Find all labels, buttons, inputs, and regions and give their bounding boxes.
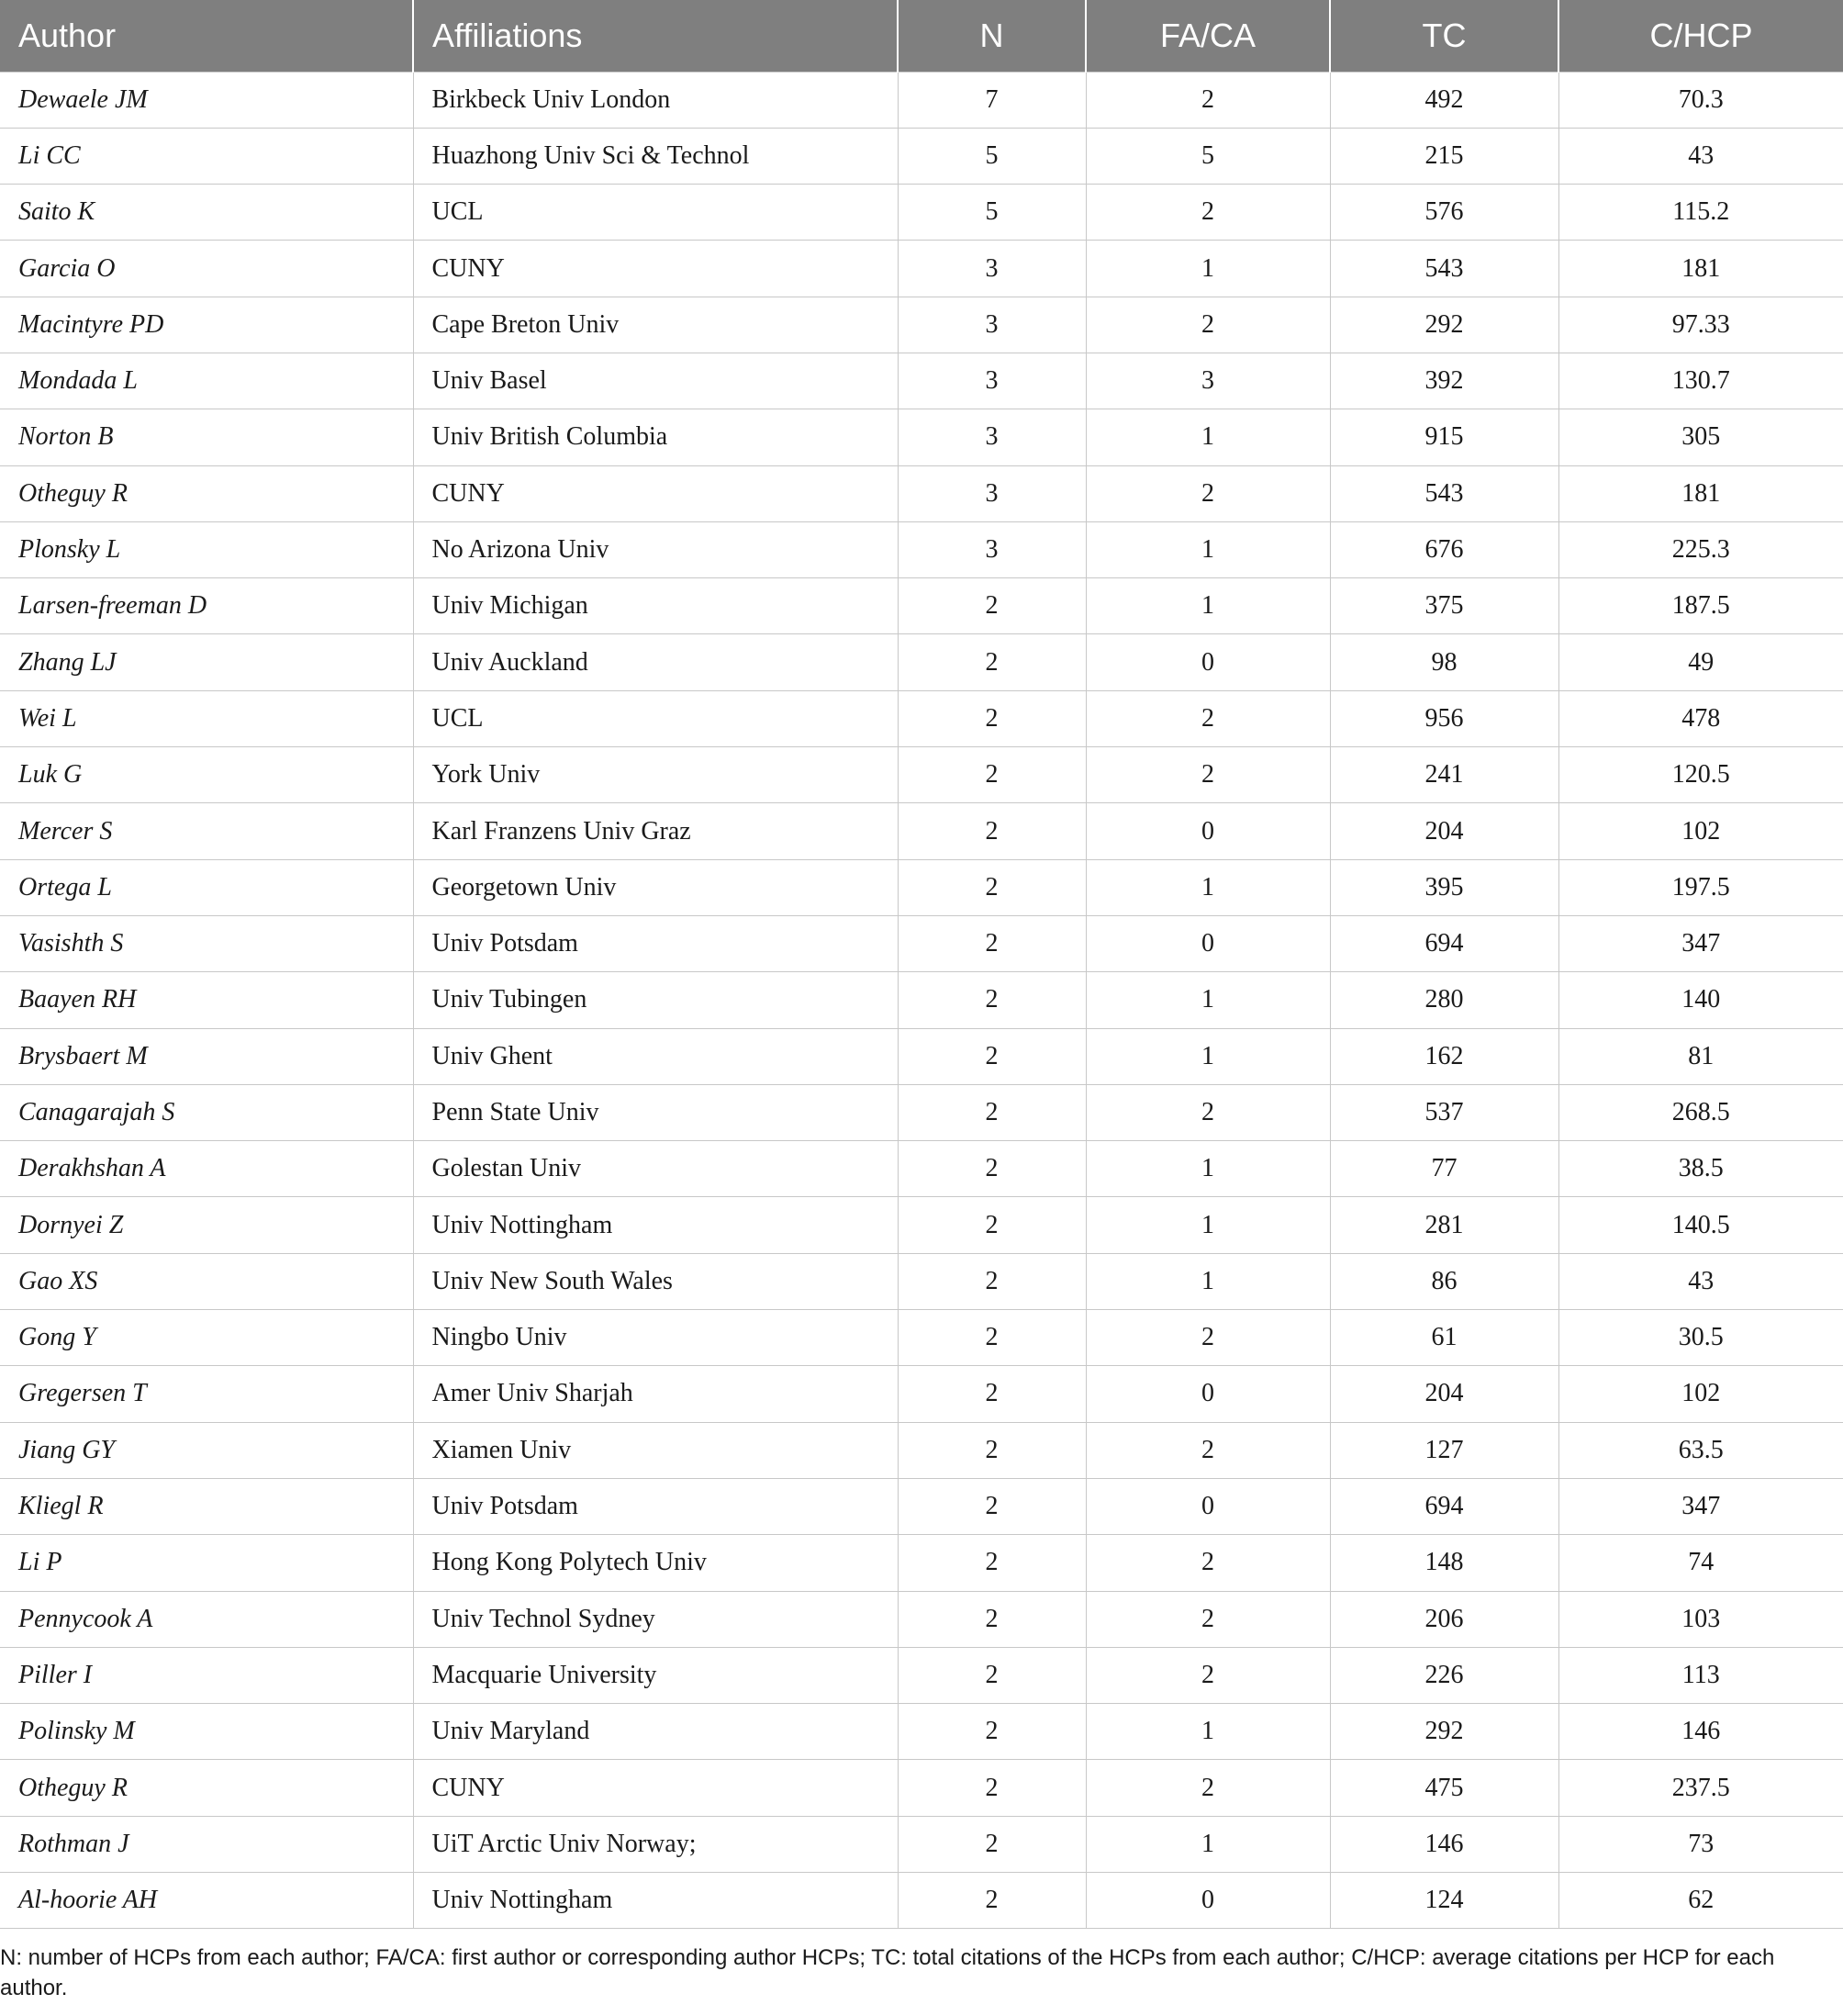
cell-c-hcp: 81 — [1558, 1028, 1843, 1084]
cell-affiliation: Univ Maryland — [413, 1704, 898, 1760]
cell-author: Ortega L — [0, 859, 413, 915]
cell-n: 3 — [898, 353, 1086, 409]
cell-fa-ca: 2 — [1086, 1591, 1330, 1647]
cell-affiliation: Xiamen Univ — [413, 1422, 898, 1478]
cell-author: Wei L — [0, 690, 413, 746]
cell-c-hcp: 181 — [1558, 465, 1843, 521]
header-n: N — [898, 0, 1086, 72]
cell-tc: 292 — [1330, 1704, 1558, 1760]
cell-author: Mondada L — [0, 353, 413, 409]
cell-n: 5 — [898, 185, 1086, 241]
cell-affiliation: Ningbo Univ — [413, 1310, 898, 1366]
cell-tc: 292 — [1330, 297, 1558, 353]
cell-c-hcp: 115.2 — [1558, 185, 1843, 241]
cell-affiliation: Univ Michigan — [413, 578, 898, 634]
cell-tc: 694 — [1330, 915, 1558, 971]
cell-c-hcp: 237.5 — [1558, 1760, 1843, 1816]
cell-fa-ca: 5 — [1086, 128, 1330, 184]
cell-c-hcp: 49 — [1558, 634, 1843, 690]
table-row — [0, 747, 1843, 803]
cell-fa-ca: 0 — [1086, 1366, 1330, 1422]
cell-fa-ca: 1 — [1086, 521, 1330, 577]
cell-tc: 204 — [1330, 1366, 1558, 1422]
cell-c-hcp: 43 — [1558, 1253, 1843, 1309]
cell-tc: 392 — [1330, 353, 1558, 409]
cell-n: 2 — [898, 1760, 1086, 1816]
header-author: Author — [0, 0, 413, 72]
cell-fa-ca: 3 — [1086, 353, 1330, 409]
table-row — [0, 128, 1843, 184]
cell-author: Gregersen T — [0, 1366, 413, 1422]
table-row — [0, 634, 1843, 690]
cell-affiliation: Univ Auckland — [413, 634, 898, 690]
cell-author: Pennycook A — [0, 1591, 413, 1647]
cell-fa-ca: 2 — [1086, 1422, 1330, 1478]
cell-author: Otheguy R — [0, 1760, 413, 1816]
cell-affiliation: Birkbeck Univ London — [413, 72, 898, 128]
header-tc: TC — [1330, 0, 1558, 72]
cell-tc: 395 — [1330, 859, 1558, 915]
cell-c-hcp: 73 — [1558, 1816, 1843, 1872]
cell-fa-ca: 1 — [1086, 1141, 1330, 1197]
cell-author: Norton B — [0, 409, 413, 465]
cell-fa-ca: 2 — [1086, 1084, 1330, 1140]
cell-tc: 475 — [1330, 1760, 1558, 1816]
cell-fa-ca: 1 — [1086, 1816, 1330, 1872]
cell-author: Macintyre PD — [0, 297, 413, 353]
cell-affiliation: Univ New South Wales — [413, 1253, 898, 1309]
cell-tc: 86 — [1330, 1253, 1558, 1309]
cell-author: Li CC — [0, 128, 413, 184]
table-row — [0, 1422, 1843, 1478]
cell-author: Garcia O — [0, 241, 413, 297]
cell-tc: 162 — [1330, 1028, 1558, 1084]
cell-author: Vasishth S — [0, 915, 413, 971]
cell-author: Rothman J — [0, 1816, 413, 1872]
cell-c-hcp: 347 — [1558, 1478, 1843, 1534]
cell-affiliation: Huazhong Univ Sci & Technol — [413, 128, 898, 184]
cell-fa-ca: 1 — [1086, 972, 1330, 1028]
cell-n: 2 — [898, 859, 1086, 915]
cell-fa-ca: 0 — [1086, 634, 1330, 690]
cell-n: 7 — [898, 72, 1086, 128]
cell-c-hcp: 268.5 — [1558, 1084, 1843, 1140]
table-row — [0, 1310, 1843, 1366]
cell-affiliation: Univ Basel — [413, 353, 898, 409]
cell-c-hcp: 140.5 — [1558, 1197, 1843, 1253]
table-row — [0, 1760, 1843, 1816]
table-row — [0, 465, 1843, 521]
cell-c-hcp: 120.5 — [1558, 747, 1843, 803]
cell-affiliation: Univ Tubingen — [413, 972, 898, 1028]
cell-tc: 956 — [1330, 690, 1558, 746]
cell-author: Dornyei Z — [0, 1197, 413, 1253]
cell-fa-ca: 1 — [1086, 1197, 1330, 1253]
table-row — [0, 241, 1843, 297]
cell-c-hcp: 113 — [1558, 1647, 1843, 1703]
table-body — [0, 72, 1843, 1929]
cell-tc: 206 — [1330, 1591, 1558, 1647]
table-row — [0, 1141, 1843, 1197]
cell-tc: 543 — [1330, 465, 1558, 521]
header-fa-ca: FA/CA — [1086, 0, 1330, 72]
cell-n: 2 — [898, 1647, 1086, 1703]
cell-fa-ca: 1 — [1086, 859, 1330, 915]
header-row — [0, 0, 1843, 72]
table-row — [0, 1478, 1843, 1534]
cell-tc: 694 — [1330, 1478, 1558, 1534]
cell-tc: 915 — [1330, 409, 1558, 465]
table-row — [0, 1647, 1843, 1703]
cell-affiliation: Hong Kong Polytech Univ — [413, 1535, 898, 1591]
cell-c-hcp: 102 — [1558, 1366, 1843, 1422]
cell-fa-ca: 1 — [1086, 409, 1330, 465]
cell-fa-ca: 0 — [1086, 803, 1330, 859]
cell-affiliation: Univ Nottingham — [413, 1197, 898, 1253]
cell-c-hcp: 43 — [1558, 128, 1843, 184]
cell-tc: 204 — [1330, 803, 1558, 859]
cell-affiliation: Amer Univ Sharjah — [413, 1366, 898, 1422]
table-row — [0, 859, 1843, 915]
cell-n: 2 — [898, 1535, 1086, 1591]
cell-n: 2 — [898, 1422, 1086, 1478]
cell-author: Larsen-freeman D — [0, 578, 413, 634]
cell-author: Al-hoorie AH — [0, 1873, 413, 1929]
cell-tc: 61 — [1330, 1310, 1558, 1366]
cell-fa-ca: 2 — [1086, 1647, 1330, 1703]
cell-tc: 146 — [1330, 1816, 1558, 1872]
cell-n: 5 — [898, 128, 1086, 184]
cell-tc: 281 — [1330, 1197, 1558, 1253]
cell-n: 2 — [898, 915, 1086, 971]
cell-c-hcp: 63.5 — [1558, 1422, 1843, 1478]
cell-author: Kliegl R — [0, 1478, 413, 1534]
table-row — [0, 1873, 1843, 1929]
cell-author: Gong Y — [0, 1310, 413, 1366]
cell-c-hcp: 197.5 — [1558, 859, 1843, 915]
cell-tc: 148 — [1330, 1535, 1558, 1591]
cell-tc: 127 — [1330, 1422, 1558, 1478]
cell-fa-ca: 2 — [1086, 1535, 1330, 1591]
cell-author: Piller I — [0, 1647, 413, 1703]
cell-author: Saito K — [0, 185, 413, 241]
cell-affiliation: Univ British Columbia — [413, 409, 898, 465]
cell-c-hcp: 225.3 — [1558, 521, 1843, 577]
cell-affiliation: Univ Technol Sydney — [413, 1591, 898, 1647]
cell-fa-ca: 2 — [1086, 747, 1330, 803]
cell-n: 3 — [898, 409, 1086, 465]
table-row — [0, 185, 1843, 241]
cell-n: 2 — [898, 1816, 1086, 1872]
cell-author: Plonsky L — [0, 521, 413, 577]
cell-tc: 280 — [1330, 972, 1558, 1028]
cell-c-hcp: 305 — [1558, 409, 1843, 465]
cell-affiliation: York Univ — [413, 747, 898, 803]
cell-affiliation: Univ Potsdam — [413, 915, 898, 971]
cell-affiliation: UiT Arctic Univ Norway; — [413, 1816, 898, 1872]
cell-author: Derakhshan A — [0, 1141, 413, 1197]
cell-c-hcp: 130.7 — [1558, 353, 1843, 409]
cell-n: 2 — [898, 1366, 1086, 1422]
cell-affiliation: CUNY — [413, 241, 898, 297]
cell-author: Zhang LJ — [0, 634, 413, 690]
cell-fa-ca: 2 — [1086, 1310, 1330, 1366]
cell-affiliation: UCL — [413, 690, 898, 746]
cell-tc: 676 — [1330, 521, 1558, 577]
cell-n: 2 — [898, 1704, 1086, 1760]
cell-author: Canagarajah S — [0, 1084, 413, 1140]
cell-c-hcp: 102 — [1558, 803, 1843, 859]
cell-fa-ca: 2 — [1086, 185, 1330, 241]
table-row — [0, 1704, 1843, 1760]
cell-fa-ca: 1 — [1086, 578, 1330, 634]
cell-fa-ca: 2 — [1086, 297, 1330, 353]
cell-c-hcp: 181 — [1558, 241, 1843, 297]
cell-fa-ca: 0 — [1086, 915, 1330, 971]
table-row — [0, 972, 1843, 1028]
cell-affiliation: Penn State Univ — [413, 1084, 898, 1140]
cell-fa-ca: 2 — [1086, 1760, 1330, 1816]
cell-affiliation: UCL — [413, 185, 898, 241]
cell-c-hcp: 62 — [1558, 1873, 1843, 1929]
cell-n: 2 — [898, 972, 1086, 1028]
cell-tc: 492 — [1330, 72, 1558, 128]
cell-n: 3 — [898, 465, 1086, 521]
cell-tc: 576 — [1330, 185, 1558, 241]
cell-n: 3 — [898, 241, 1086, 297]
cell-author: Baayen RH — [0, 972, 413, 1028]
cell-affiliation: Karl Franzens Univ Graz — [413, 803, 898, 859]
cell-n: 2 — [898, 1141, 1086, 1197]
cell-affiliation: No Arizona Univ — [413, 521, 898, 577]
cell-affiliation: Georgetown Univ — [413, 859, 898, 915]
cell-author: Li P — [0, 1535, 413, 1591]
cell-n: 2 — [898, 1253, 1086, 1309]
cell-c-hcp: 74 — [1558, 1535, 1843, 1591]
cell-affiliation: Cape Breton Univ — [413, 297, 898, 353]
cell-c-hcp: 187.5 — [1558, 578, 1843, 634]
cell-fa-ca: 1 — [1086, 1028, 1330, 1084]
table-row — [0, 521, 1843, 577]
table-row — [0, 578, 1843, 634]
header-c-hcp: C/HCP — [1649, 16, 1753, 54]
cell-tc: 226 — [1330, 1647, 1558, 1703]
cell-n: 2 — [898, 634, 1086, 690]
cell-c-hcp: 103 — [1558, 1591, 1843, 1647]
cell-affiliation: CUNY — [413, 1760, 898, 1816]
table-row — [0, 915, 1843, 971]
cell-n: 3 — [898, 521, 1086, 577]
table-row — [0, 690, 1843, 746]
cell-n: 2 — [898, 1873, 1086, 1929]
cell-author: Dewaele JM — [0, 72, 413, 128]
cell-fa-ca: 1 — [1086, 241, 1330, 297]
table-row — [0, 1197, 1843, 1253]
cell-n: 2 — [898, 1591, 1086, 1647]
cell-n: 2 — [898, 578, 1086, 634]
cell-fa-ca: 0 — [1086, 1478, 1330, 1534]
cell-c-hcp: 146 — [1558, 1704, 1843, 1760]
cell-c-hcp: 70.3 — [1558, 72, 1843, 128]
cell-affiliation: CUNY — [413, 465, 898, 521]
table-row — [0, 353, 1843, 409]
table-row — [0, 1535, 1843, 1591]
cell-tc: 124 — [1330, 1873, 1558, 1929]
cell-n: 3 — [898, 297, 1086, 353]
cell-author: Luk G — [0, 747, 413, 803]
cell-n: 2 — [898, 747, 1086, 803]
table-row — [0, 1253, 1843, 1309]
cell-fa-ca: 0 — [1086, 1873, 1330, 1929]
cell-n: 2 — [898, 690, 1086, 746]
cell-author: Brysbaert M — [0, 1028, 413, 1084]
cell-c-hcp: 347 — [1558, 915, 1843, 971]
cell-n: 2 — [898, 1310, 1086, 1366]
cell-tc: 241 — [1330, 747, 1558, 803]
table-header — [0, 0, 1843, 72]
cell-fa-ca: 1 — [1086, 1253, 1330, 1309]
cell-author: Mercer S — [0, 803, 413, 859]
cell-n: 2 — [898, 1478, 1086, 1534]
cell-tc: 77 — [1330, 1141, 1558, 1197]
cell-tc: 98 — [1330, 634, 1558, 690]
cell-fa-ca: 1 — [1086, 1704, 1330, 1760]
cell-fa-ca: 2 — [1086, 690, 1330, 746]
table-row — [0, 1084, 1843, 1140]
cell-tc: 375 — [1330, 578, 1558, 634]
cell-c-hcp: 30.5 — [1558, 1310, 1843, 1366]
cell-author: Otheguy R — [0, 465, 413, 521]
cell-affiliation: Univ Nottingham — [413, 1873, 898, 1929]
table-row — [0, 1028, 1843, 1084]
cell-n: 2 — [898, 1084, 1086, 1140]
cell-affiliation: Univ Potsdam — [413, 1478, 898, 1534]
cell-tc: 537 — [1330, 1084, 1558, 1140]
cell-author: Polinsky M — [0, 1704, 413, 1760]
cell-fa-ca: 2 — [1086, 465, 1330, 521]
cell-c-hcp: 478 — [1558, 690, 1843, 746]
cell-tc: 543 — [1330, 241, 1558, 297]
table-row — [0, 72, 1843, 128]
table-footnote: N: number of HCPs from each author; FA/CA: first author or corresponding author HCPs; TC: total citations of the HCPs from each author; C/HCP: average citations per HCP for each author. — [0, 1945, 1775, 2000]
cell-n: 2 — [898, 1197, 1086, 1253]
table-row — [0, 803, 1843, 859]
cell-n: 2 — [898, 803, 1086, 859]
table-row — [0, 409, 1843, 465]
table-row — [0, 297, 1843, 353]
cell-c-hcp: 97.33 — [1558, 297, 1843, 353]
cell-affiliation: Macquarie University — [413, 1647, 898, 1703]
cell-author: Gao XS — [0, 1253, 413, 1309]
table-row — [0, 1591, 1843, 1647]
cell-c-hcp: 38.5 — [1558, 1141, 1843, 1197]
cell-c-hcp: 140 — [1558, 972, 1843, 1028]
header-affiliations: Affiliations — [413, 0, 898, 72]
cell-affiliation: Univ Ghent — [413, 1028, 898, 1084]
table-row — [0, 1816, 1843, 1872]
cell-fa-ca: 2 — [1086, 72, 1330, 128]
cell-affiliation: Golestan Univ — [413, 1141, 898, 1197]
cell-n: 2 — [898, 1028, 1086, 1084]
table-row — [0, 1366, 1843, 1422]
cell-author: Jiang GY — [0, 1422, 413, 1478]
cell-tc: 215 — [1330, 128, 1558, 184]
